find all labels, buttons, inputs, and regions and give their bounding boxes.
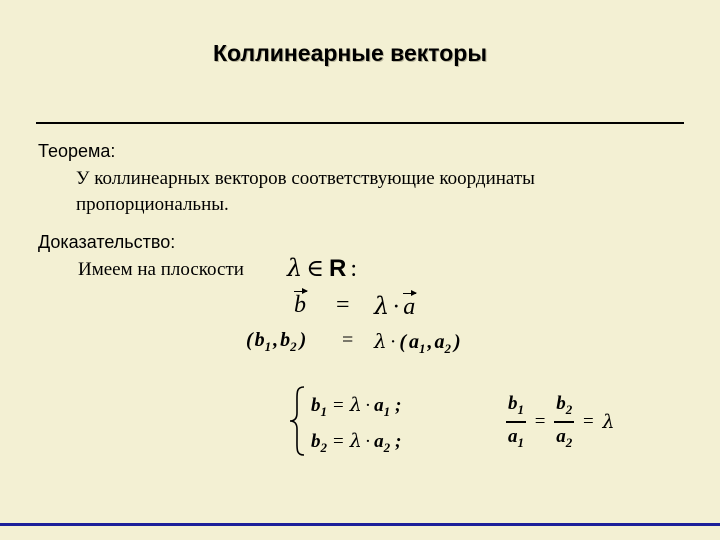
element-of-symbol: ∈ [306,254,324,282]
coordinates-lambda-a: λ · ( $a_1$ , $a_2$ ) [374,329,461,356]
fraction-b2-a2: $\frac{b_2}{a_2}$ [556,393,573,450]
title-divider [36,122,684,124]
slide-title: Коллинеарные векторы [213,40,487,66]
colon: : [350,256,357,282]
theorem-line-2: пропорциональны. [76,194,229,215]
ratio-equation: $\frac{b_1}{a_1}$ = $\frac{b_2}{a_2}$ = λ [508,393,615,450]
system-equation-1: $b_1 = \lambda \cdot a_1$ ; [311,394,402,419]
lambda-symbol: λ [287,254,303,282]
system-brace [288,385,308,457]
vector-a: a [403,294,416,320]
lambda-times-a: λ · a [374,292,416,320]
system-equation-2: $b_2 = \lambda \cdot a_2$ ; [311,430,402,455]
bottom-rule [0,523,720,526]
coordinates-b: ( $b_1$ , $b_2$ ) [246,329,307,354]
vector-b: b [294,292,306,318]
lambda-in-reals [287,254,357,283]
reals-symbol: R [328,255,347,282]
fraction-b1-a1: $\frac{b_1}{a_1}$ [508,393,524,450]
equals-1: = [336,292,350,318]
proof-intro: Имеем на плоскости [78,259,244,280]
proof-label: Доказательство: [38,232,176,252]
equals-2: = [342,329,354,351]
theorem-line-1: У коллинеарных векторов соответствующие координаты [76,168,535,189]
theorem-label: Теорема: [38,141,116,161]
